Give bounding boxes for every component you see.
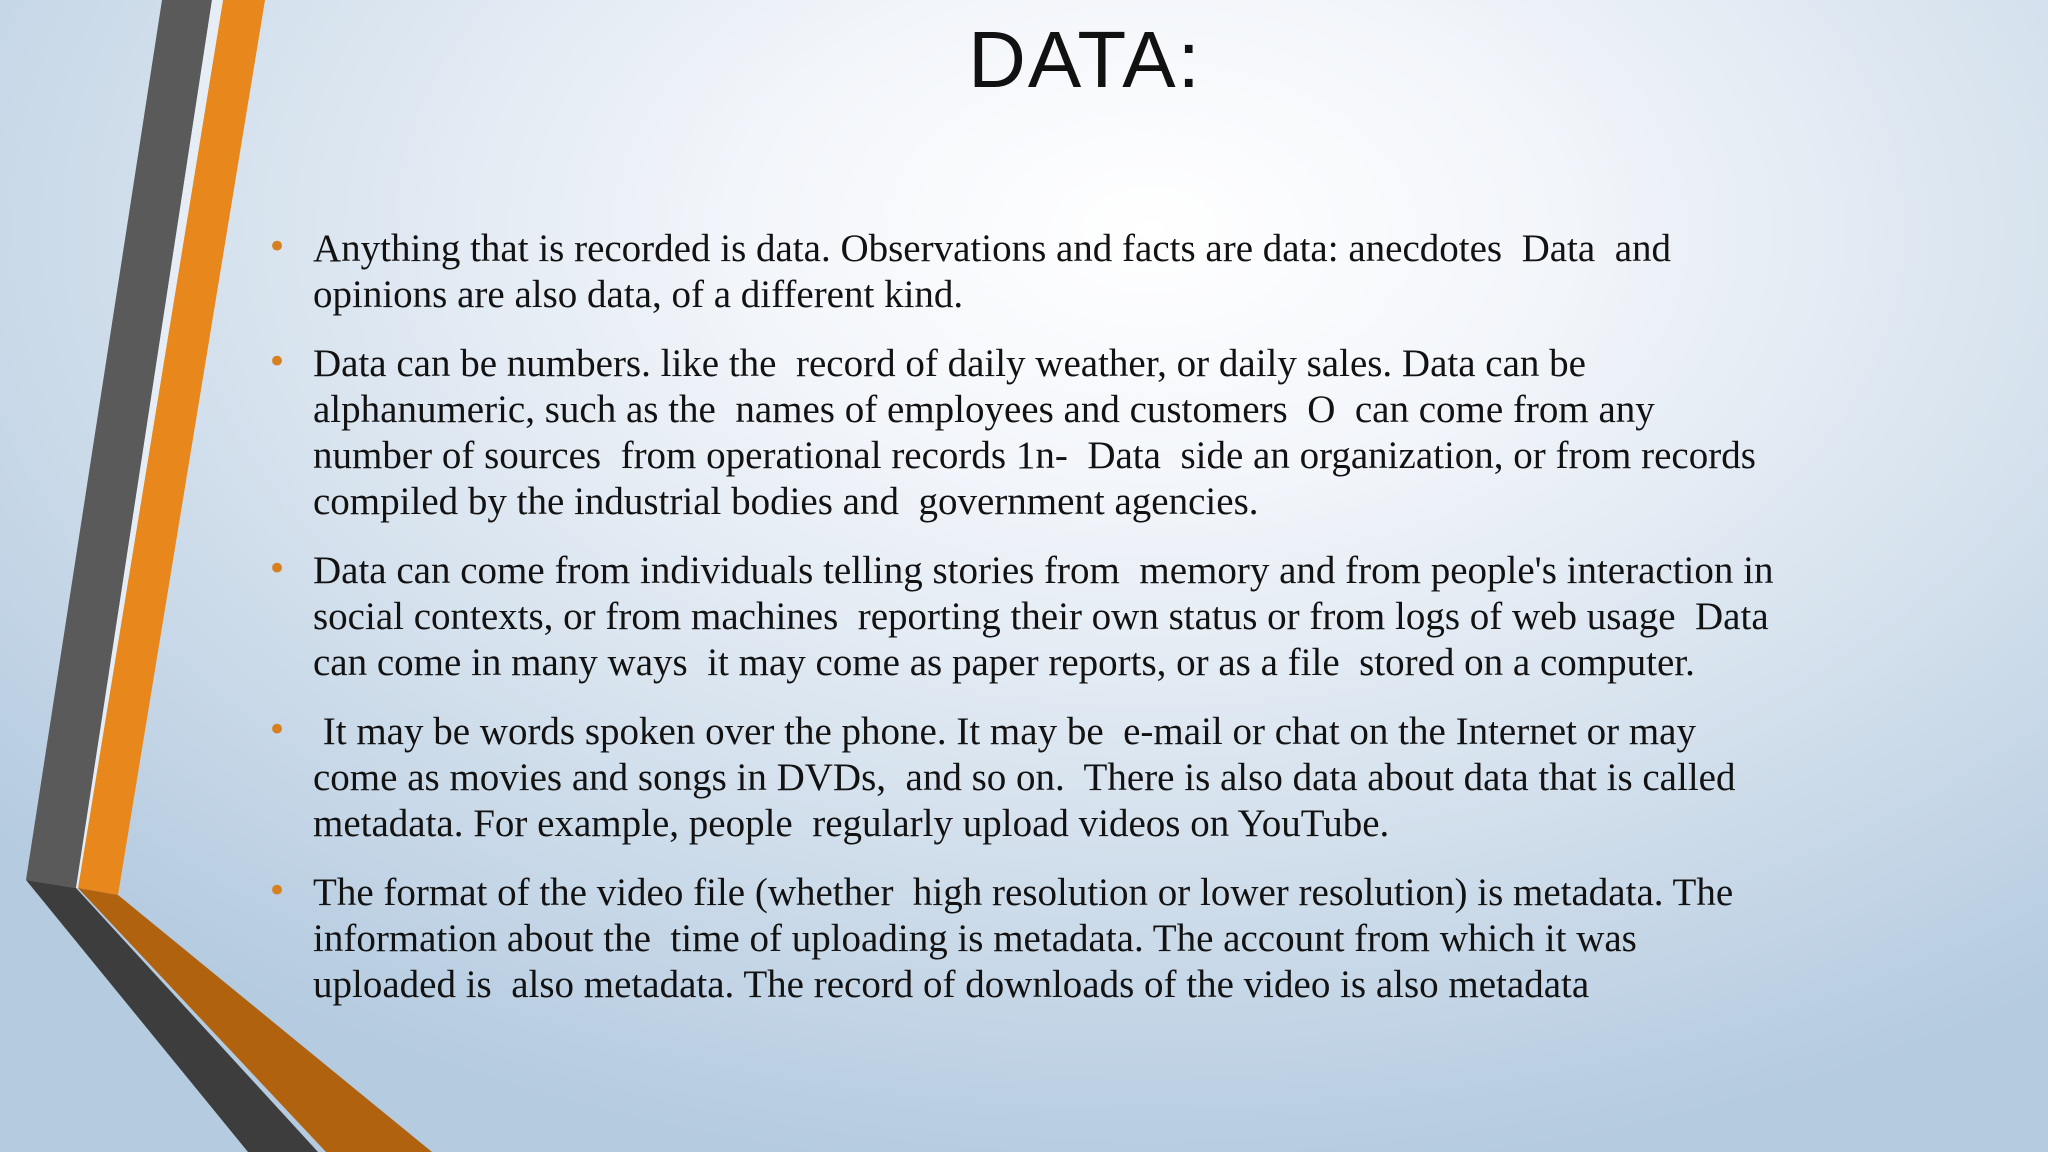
- bullet-line: Anything that is recorded is data. Observations and facts are data: anecdotes Data and: [313, 227, 1672, 270]
- bullet-line: can come in many ways it may come as paper reports, or as a file stored on a computer.: [313, 641, 1695, 684]
- bullet-line: Data can come from individuals telling stories from memory and from people's interaction in: [313, 549, 1774, 592]
- bullet-line: opinions are also data, of a different kind.: [313, 273, 964, 316]
- bullet-line: uploaded is also metadata. The record of downloads of the video is also metadata: [313, 963, 1590, 1006]
- bullet-item: [262, 226, 1922, 318]
- bullet-item: [262, 709, 1922, 847]
- bullet-dot-icon: •: [267, 710, 288, 750]
- bullet-dot-icon: •: [267, 871, 288, 911]
- bullet-item: [262, 870, 1922, 1008]
- bullet-line: Data can be numbers. like the record of daily weather, or daily sales. Data can be: [313, 342, 1586, 385]
- bullet-dot-icon: •: [267, 342, 288, 382]
- bullet-item: [262, 548, 1922, 686]
- bullet-line: number of sources from operational records 1n- Data side an organization, or from records: [313, 434, 1756, 477]
- bullet-list: [262, 226, 1922, 1031]
- bullet-dot-icon: •: [267, 549, 288, 589]
- bullet-dot-icon: •: [267, 227, 288, 267]
- bullet-line: It may be words spoken over the phone. It may be e-mail or chat on the Internet or may: [313, 710, 1696, 753]
- bullet-line: alphanumeric, such as the names of employees and customers O can come from any: [313, 388, 1655, 431]
- bullet-line: come as movies and songs in DVDs, and so on. There is also data about data that is called: [313, 756, 1736, 799]
- bullet-line: The format of the video file (whether high resolution or lower resolution) is metadata. The: [313, 871, 1734, 914]
- slide-title: DATA:: [968, 15, 1202, 104]
- bullet-line: compiled by the industrial bodies and government agencies.: [313, 480, 1259, 523]
- bullet-item: [262, 341, 1922, 525]
- bullet-line: metadata. For example, people regularly upload videos on YouTube.: [313, 802, 1390, 845]
- bullet-line: information about the time of uploading is metadata. The account from which it was: [313, 917, 1637, 960]
- bullet-line: social contexts, or from machines reporting their own status or from logs of web usage Data: [313, 595, 1769, 638]
